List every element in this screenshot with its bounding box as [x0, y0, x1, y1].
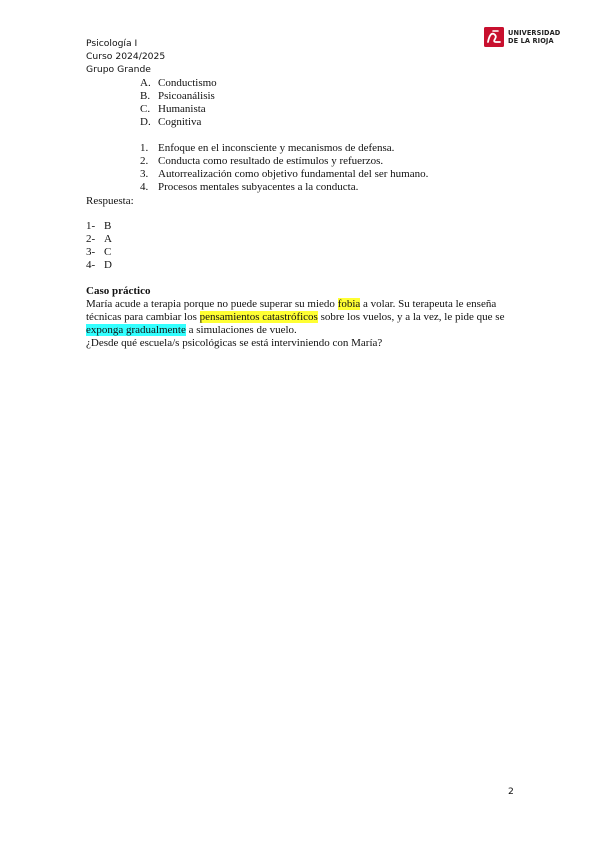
answer-number: 3-: [86, 246, 96, 258]
option-marker: B.: [140, 90, 151, 102]
list-item: [140, 181, 428, 194]
highlight-pensamientos: pensamientos catastróficos: [199, 311, 318, 323]
answer-letter: D: [104, 259, 112, 271]
list-item: [86, 233, 112, 246]
item-text: Procesos mentales subyacentes a la conducta.: [158, 181, 359, 193]
item-text: Enfoque en el inconsciente y mecanismos de defensa.: [158, 142, 395, 154]
response-label: Respuesta:: [86, 195, 134, 207]
case-line-2: [86, 311, 526, 324]
highlight-fobia: fobia: [337, 298, 361, 310]
list-item: [140, 90, 217, 103]
option-text: Psicoanálisis: [158, 90, 215, 102]
case-line-3: [86, 324, 526, 337]
item-text: Autorrealización como objetivo fundamental del ser humano.: [158, 168, 429, 180]
page-number: 2: [508, 786, 514, 797]
list-item: [140, 116, 217, 129]
document-header: [86, 37, 165, 76]
answer-number: 4-: [86, 259, 96, 271]
highlight-exponga: exponga gradualmente: [86, 324, 186, 336]
case-text: técnicas para cambiar los: [86, 311, 200, 323]
list-item: [140, 155, 428, 168]
list-item: [86, 246, 112, 259]
list-item: [86, 220, 112, 233]
option-text: Humanista: [158, 103, 206, 115]
logo-line-2: DE LA RIOJA: [508, 37, 554, 45]
answer-letter: C: [104, 246, 112, 258]
option-text: Conductismo: [158, 77, 217, 89]
list-item: [140, 103, 217, 116]
answer-number: 2-: [86, 233, 96, 245]
statements-list: [140, 142, 428, 194]
item-marker: 1.: [140, 142, 149, 154]
option-marker: A.: [140, 77, 151, 89]
list-item: [140, 77, 217, 90]
case-text: a volar. Su terapeuta le enseña: [360, 298, 497, 310]
item-text: Conducta como resultado de estímulos y refuerzos.: [158, 155, 384, 167]
case-line-1: [86, 298, 526, 311]
list-item: [140, 168, 428, 181]
answer-letter: B: [104, 220, 112, 232]
case-title: Caso práctico: [86, 285, 151, 297]
university-logo-text: [508, 29, 560, 45]
list-item: [86, 259, 112, 272]
list-item: [140, 142, 428, 155]
item-marker: 4.: [140, 181, 149, 193]
logo-line-1: UNIVERSIDAD: [508, 29, 561, 37]
item-marker: 2.: [140, 155, 149, 167]
options-list: [140, 77, 217, 129]
case-text: a simulaciones de vuelo.: [185, 324, 297, 336]
case-question: ¿Desde qué escuela/s psicológicas se está interviniendo con María?: [86, 337, 383, 349]
university-logo: [484, 26, 560, 48]
case-paragraph: [86, 298, 526, 350]
case-text: sobre los vuelos, y a la vez, le pide que se: [317, 311, 505, 323]
course-year: Curso 2024/2025: [86, 51, 166, 62]
answer-letter: A: [104, 233, 112, 245]
item-marker: 3.: [140, 168, 149, 180]
answer-number: 1-: [86, 220, 96, 232]
option-marker: D.: [140, 116, 151, 128]
course-group: Grupo Grande: [86, 64, 151, 75]
case-text: María acude a terapia porque no puede superar su miedo: [86, 298, 338, 310]
option-text: Cognitiva: [158, 116, 202, 128]
answers-list: [86, 220, 112, 272]
option-marker: C.: [140, 103, 151, 115]
course-name: Psicología I: [86, 38, 138, 49]
university-logo-mark-icon: [484, 27, 504, 47]
